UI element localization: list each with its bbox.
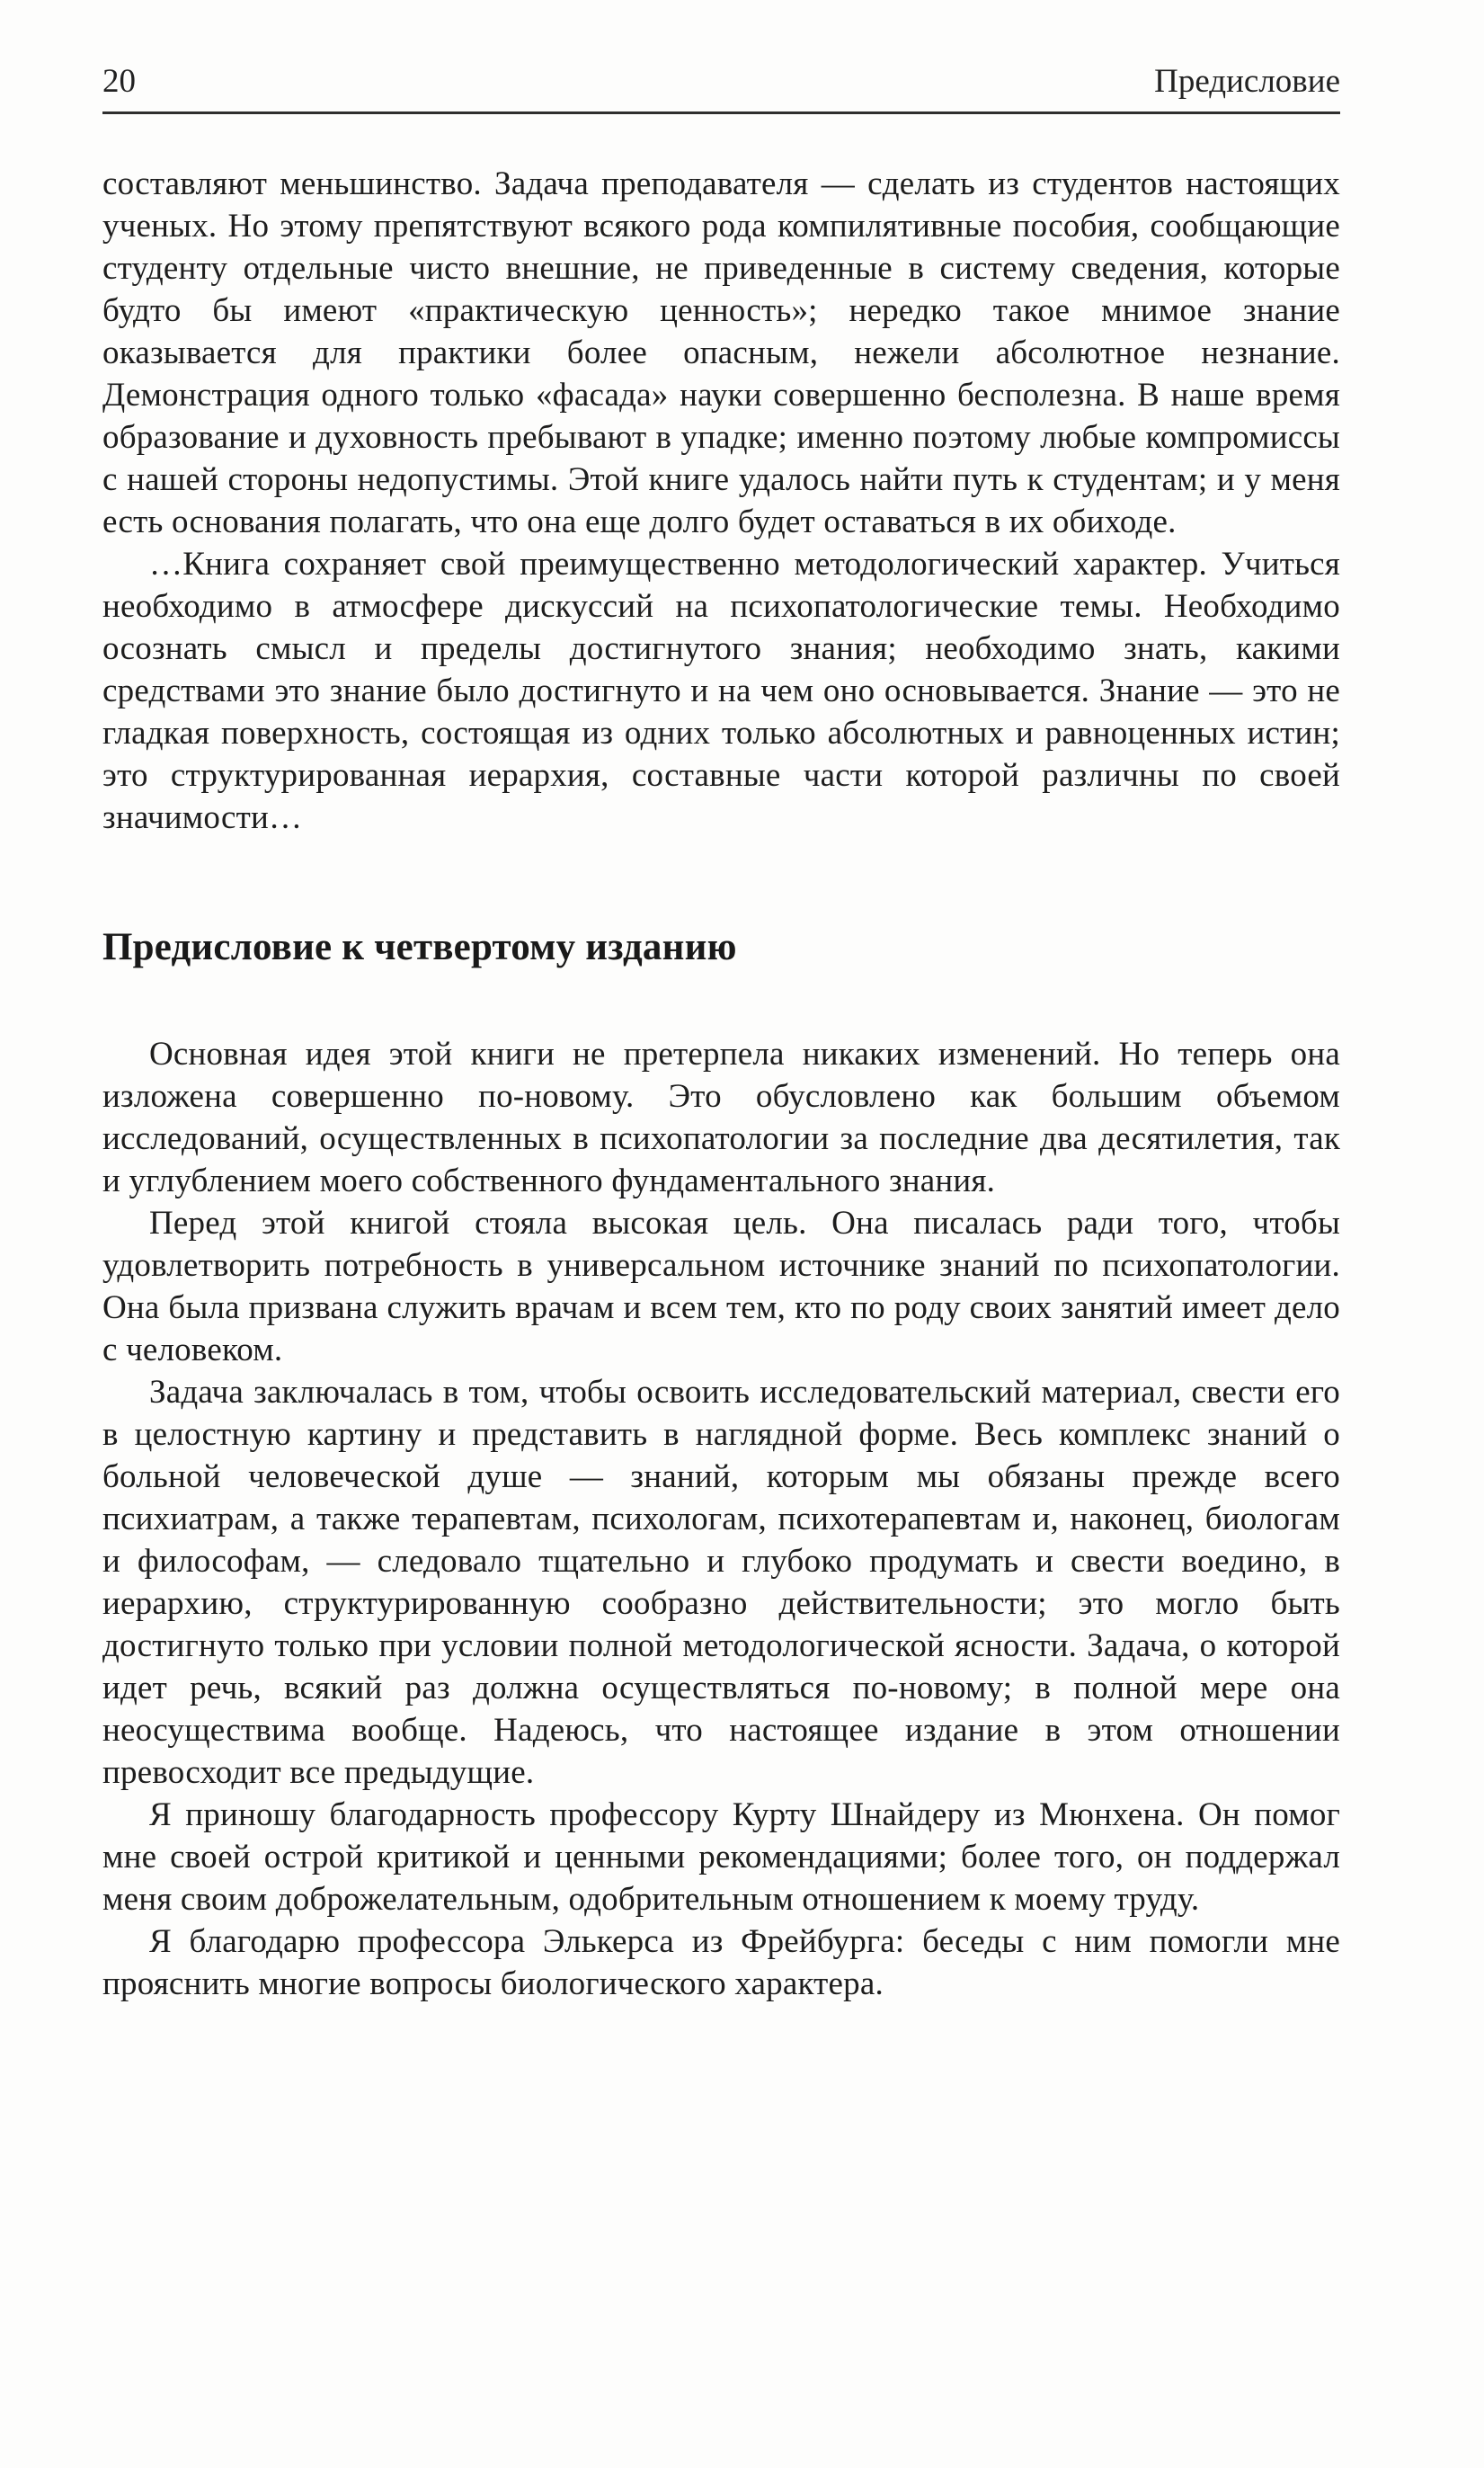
paragraph: …Книга сохраняет свой преимущественно методологический характер. Учиться необходимо в атмосфере дискуссий на психопатологические темы. Необходимо осознать смысл и пределы достигнутого знания; необходимо знать, какими средствами это знание было достигнуто и на чем оно основывается. Знание — это не гладкая поверхность, состоящая из одних только абсолютных и равноценных истин; это структурированная иерархия, составные части которой различны по своей значимости… [102, 546, 1340, 836]
running-header [102, 63, 1340, 101]
fourth-edition-preface-section [102, 1033, 1340, 2005]
page-body [102, 163, 1340, 2005]
page-number: 20 [102, 63, 136, 100]
paragraph: Задача заключалась в том, чтобы освоить исследовательский материал, свести его в целостную картину и представить в наглядной форме. Весь комплекс знаний о больной человеческой душе — знаний, которым мы обязаны прежде всего психиатрам, а также терапевтам, психологам, психотерапевтам и, наконец, биологам и философам, — следовало тщательно и глубоко продумать и свести воедино, в иерархию, структурированную сообразно действительности; это могло быть достигнуто только при условии полной методологической ясности. Задача, о которой идет речь, всякий раз должна осуществляться по-новому; в полной мере она неосуществима вообще. Надеюсь, что настоящее издание в этом отношении превосходит все предыдущие. [102, 1374, 1340, 1791]
header-rule [102, 111, 1340, 114]
paragraph: составляют меньшинство. Задача преподавателя — сделать из студентов настоящих ученых. Но этому препятствуют всякого рода компилятивные пособия, сообщающие студенту отдельные чисто внешние, не приведенные в систему сведения, которые будто бы имеют «практическую ценность»; нередко такое мнимое знание оказывается для практики более опасным, нежели абсолютное незнание. Демонстрация одного только «фасада» науки совершенно бесполезна. В наше время образование и духовность пребывают в упадке; именно поэтому любые компромиссы с нашей стороны недопустимы. Этой книге удалось найти путь к студентам; и у меня есть основания полагать, что она еще долго будет оставаться в их обиходе. [102, 165, 1340, 540]
paragraph: Основная идея этой книги не претерпела никаких изменений. Но теперь она изложена совершенно по-новому. Это обусловлено как большим объемом исследований, осуществленных в психопатологии за последние два десятилетия, так и углублением моего собственного фундаментального знания. [102, 1036, 1340, 1199]
paragraph: Я приношу благодарность профессору Курту Шнайдеру из Мюнхена. Он помог мне своей острой критикой и ценными рекомендациями; более того, он поддержал меня своим доброжелательным, одобрительным отношением к моему труду. [102, 1796, 1340, 1918]
section-heading: Предисловие к четвертому изданию [102, 926, 737, 968]
paragraph: Перед этой книгой стояла высокая цель. Она писалась ради того, чтобы удовлетворить потребность в универсальном источнике знаний по психопатологии. Она была призвана служить врачам и всем тем, кто по роду своих занятий имеет дело с человеком. [102, 1205, 1340, 1368]
paragraph: Я благодарю профессора Элькерса из Фрейбурга: беседы с ним помогли мне прояснить многие вопросы биологического характера. [102, 1923, 1340, 2002]
running-title: Предисловие [1154, 63, 1340, 100]
preface-continuation-section [102, 163, 1340, 839]
